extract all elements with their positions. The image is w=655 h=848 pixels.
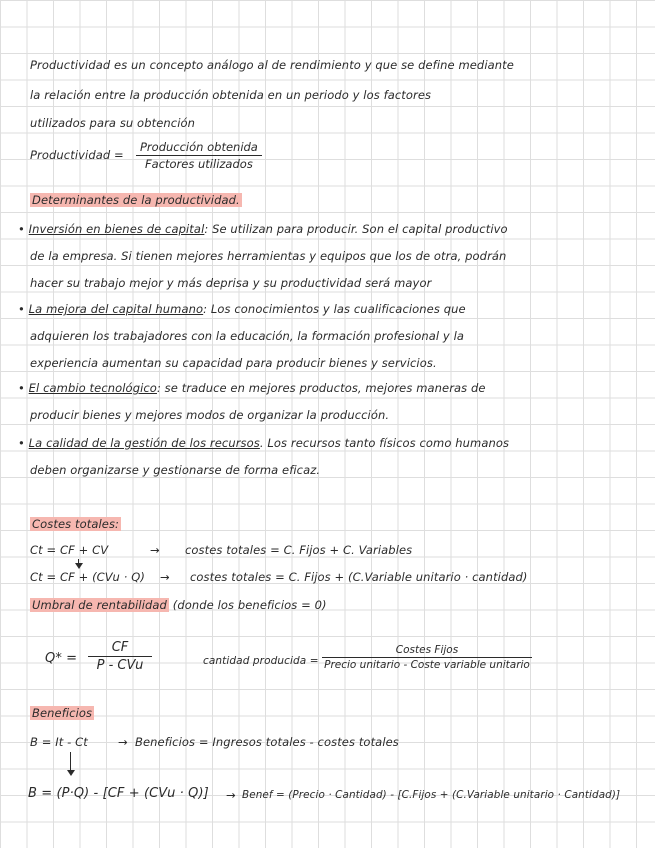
bullet-dot: • <box>18 436 25 450</box>
breakeven-q-label: Q* = <box>45 651 78 666</box>
profits-equation-2-right: Benef = (Precio · Cantidad) - [C.Fijos + (C.Variable unitario · Cantidad)] <box>242 789 621 801</box>
breakeven-heading-text: Umbral de rentabilidad <box>32 598 167 612</box>
costs-equation-2-right: costes totales = C. Fijos + (C.Variable unitario · cantidad) <box>190 570 528 584</box>
intro-line-3: utilizados para su obtención <box>30 116 196 130</box>
profits-equation-2-left: B = (P·Q) - [CF + (CVu · Q)] <box>28 786 209 801</box>
breakeven-fraction-numerator: CF <box>88 640 152 657</box>
bullet-technological-change-title: El cambio tecnológico <box>28 381 157 395</box>
bullet-capital-investment <box>18 222 508 236</box>
bullet-human-capital-text: : Los conocimientos y las cualificaciones que <box>203 302 466 316</box>
breakeven-fraction <box>88 640 152 673</box>
profits-heading-text: Beneficios <box>32 706 93 720</box>
costs-equation-1-left: Ct = CF + CV <box>30 543 109 557</box>
intro-line-2: la relación entre la producción obtenida en un periodo y los factores <box>30 88 432 102</box>
quantity-produced-label: cantidad producida = <box>203 655 319 667</box>
quantity-produced-denominator: Precio unitario - Coste variable unitario <box>324 659 530 671</box>
bullet-human-capital <box>18 302 466 316</box>
determinants-heading-text: Determinantes de la productividad. <box>32 193 240 207</box>
bullet-human-capital-line-2: adquieren los trabajadores con la educación, la formación profesional y la <box>30 329 465 343</box>
bullet-dot: • <box>18 381 25 395</box>
bullet-resource-management-line-2: deben organizarse y gestionarse de forma eficaz. <box>30 463 321 477</box>
bullet-capital-investment-line-2: de la empresa. Si tienen mejores herramientas y equipos que los de otra, podrán <box>30 249 507 263</box>
bullet-technological-change <box>18 381 486 395</box>
profits-heading <box>30 706 94 720</box>
bullet-human-capital-title: La mejora del capital humano <box>28 302 204 316</box>
bullet-dot: • <box>18 302 25 316</box>
bullet-resource-management-title: La calidad de la gestión de los recursos <box>28 436 260 450</box>
productivity-fraction-denominator: Factores utilizados <box>145 157 253 171</box>
quantity-produced-numerator: Costes Fijos <box>322 644 532 658</box>
breakeven-heading <box>30 598 327 612</box>
bullet-capital-investment-line-3: hacer su trabajo mejor y más deprisa y su productividad será mayor <box>30 276 432 290</box>
arrow-down-icon <box>70 752 71 774</box>
bullet-dot: • <box>18 222 25 236</box>
productivity-formula-label: Productividad = <box>30 148 124 162</box>
productivity-fraction-numerator: Producción obtenida <box>136 140 262 156</box>
arrow-icon: → <box>150 543 160 557</box>
bullet-technological-change-text: : se traduce en mejores productos, mejores maneras de <box>156 381 486 395</box>
profits-equation-1-right: Beneficios = Ingresos totales - costes totales <box>135 735 399 749</box>
determinants-heading <box>30 193 242 207</box>
arrow-icon: → <box>118 735 128 749</box>
arrow-icon: → <box>160 570 170 584</box>
bullet-capital-investment-title: Inversión en bienes de capital <box>28 222 205 236</box>
bullet-resource-management-text: . Los recursos tanto físicos como humanos <box>259 436 510 450</box>
bullet-human-capital-line-3: experiencia aumentan su capacidad para producir bienes y servicios. <box>30 356 437 370</box>
arrow-down-icon <box>78 559 79 567</box>
intro-line-1: Productividad es un concepto análogo al de rendimiento y que se define mediante <box>30 58 514 72</box>
costs-equation-1-right: costes totales = C. Fijos + C. Variables <box>185 543 413 557</box>
costs-equation-2-left: Ct = CF + (CVu · Q) <box>30 570 145 584</box>
total-costs-heading-text: Costes totales: <box>32 517 120 531</box>
breakeven-note: (donde los beneficios = 0) <box>172 598 327 612</box>
breakeven-fraction-denominator: P - CVu <box>96 658 144 673</box>
total-costs-heading <box>30 517 121 531</box>
productivity-fraction <box>136 140 262 171</box>
bullet-technological-change-line-2: producir bienes y mejores modos de organizar la producción. <box>30 408 390 422</box>
bullet-resource-management <box>18 436 509 450</box>
quantity-produced-fraction <box>322 644 532 671</box>
bullet-capital-investment-text: : Se utilizan para producir. Son el capital productivo <box>204 222 508 236</box>
arrow-icon: → <box>226 788 236 802</box>
profits-equation-1-left: B = It - Ct <box>30 735 88 749</box>
